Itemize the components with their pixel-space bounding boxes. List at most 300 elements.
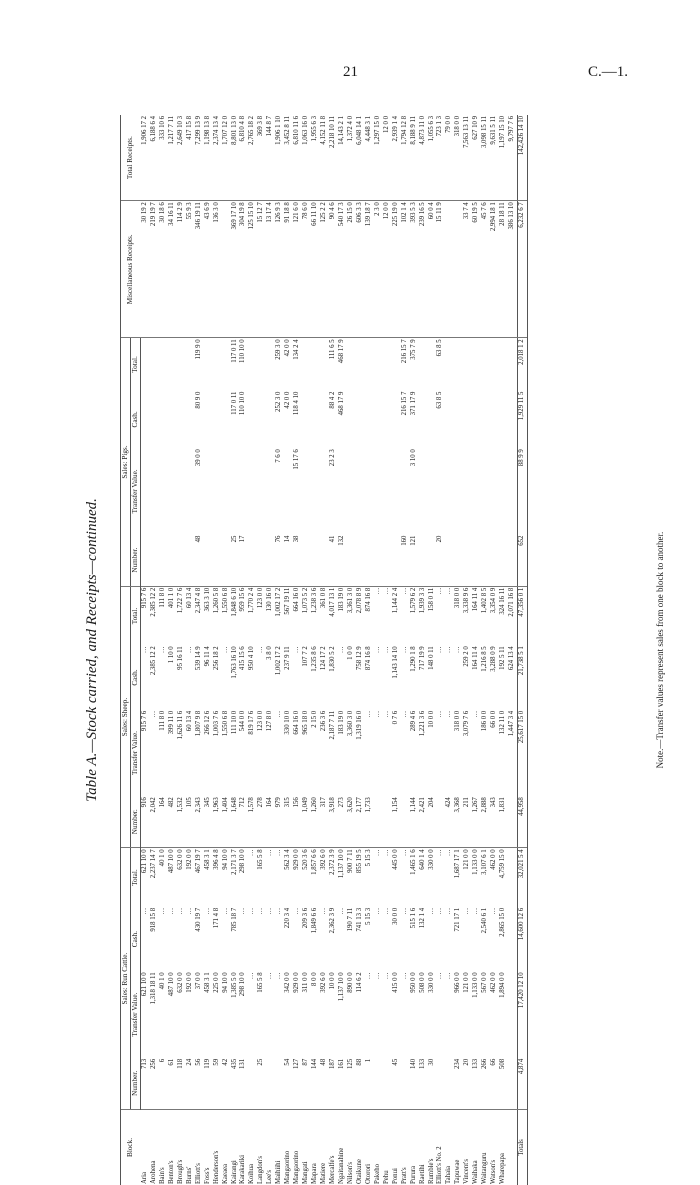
block-name-cell: Tapuwae (454, 1159, 462, 1184)
value-cell: 187 (329, 1058, 338, 1110)
value-cell (454, 535, 463, 587)
value-cell: 30 18 6 (159, 201, 168, 338)
value-cell: 2,362 3 9 (329, 907, 337, 934)
value-cell: 55 9 3 (186, 201, 195, 338)
value-cell: 3,098 15 11 (481, 115, 490, 201)
value-cell: 916 (141, 796, 150, 848)
value-cell: 1,217 7 11 (168, 115, 177, 201)
value-cell: 28 18 11 (499, 201, 508, 338)
value-cell: 289 4 6 (409, 710, 417, 732)
value-cell (356, 338, 365, 391)
value-cell: 234 (454, 1058, 463, 1110)
block-name-cell (508, 1109, 517, 1185)
stock-receipts-table (120, 115, 528, 1185)
value-cell: 183 19 0 (337, 587, 345, 612)
value-cell: … (427, 907, 435, 915)
value-cell (257, 338, 266, 391)
value-cell: 369 3 8 (257, 115, 266, 201)
value-cell: 900 7 11 (346, 849, 354, 873)
value-cell: 123 0 0 (257, 710, 265, 732)
value-cell: … (373, 710, 381, 718)
value-cell: 567 0 0 (481, 972, 489, 993)
table-row (231, 115, 240, 1185)
value-cell (266, 391, 275, 449)
value-cell: 59 (213, 1058, 222, 1110)
value-cell: … (141, 646, 148, 654)
table-body (141, 115, 528, 1185)
value-cell: 345 (204, 796, 213, 848)
value-cell (231, 448, 240, 534)
total-value-cell: 25,617 15 0 (518, 710, 528, 796)
value-cell: 567 19 11 (284, 587, 292, 615)
value-cell: 392 6 0 (320, 972, 328, 993)
value-cell: 25 (257, 1058, 266, 1110)
value-cell: 458 3 1 (203, 849, 211, 870)
value-cell (445, 448, 454, 534)
value-cell: 371 17 9 (409, 391, 417, 416)
value-cell: 487 10 0 (167, 972, 175, 997)
value-cell: 2,372 3 9 (329, 849, 337, 875)
value-cell: 918 15 8 (149, 907, 157, 932)
value-cell (239, 448, 248, 534)
value-cell: 40 1 0 (158, 972, 166, 990)
value-cell: 121 (410, 535, 419, 587)
value-cell: 126 9 3 (275, 201, 284, 338)
value-cell: 415 0 0 (391, 972, 399, 993)
value-cell (186, 338, 195, 391)
value-cell: 375 7 9 (409, 339, 417, 360)
value-cell: 330 10 0 (284, 710, 292, 735)
value-cell (454, 201, 463, 338)
totals-label: Totals (518, 1109, 528, 1185)
value-cell (248, 391, 257, 449)
value-cell: … (373, 646, 381, 654)
value-cell: 117 0 11 (230, 339, 238, 363)
value-cell: 1,830 5 2 (329, 646, 337, 672)
value-cell: 121 0 0 (463, 849, 471, 870)
block-name-cell: Kaeaea (221, 1164, 229, 1184)
value-cell: 369 17 10 (231, 201, 240, 338)
value-cell (311, 448, 320, 534)
value-cell (508, 1058, 517, 1110)
value-cell: 6,048 14 1 (356, 115, 365, 201)
value-cell: … (400, 907, 408, 915)
value-cell: 915 7 6 (141, 587, 148, 609)
value-cell: 2,218 10 11 (329, 115, 338, 201)
value-cell: … (400, 587, 408, 595)
table-row (222, 115, 231, 1185)
value-cell: … (382, 646, 390, 654)
value-cell: 1,906 17 2 (141, 115, 150, 201)
value-cell: 79 0 0 (445, 115, 454, 201)
value-cell: 6,188 6 4 (150, 115, 159, 201)
value-cell (222, 338, 231, 391)
value-cell: 131 (239, 1058, 248, 1110)
value-cell (257, 448, 266, 534)
value-cell: 1,955 6 3 (311, 115, 320, 201)
value-cell: 819 17 6 (248, 710, 256, 735)
value-cell: … (293, 907, 301, 915)
value-cell: 1,402 8 5 (481, 587, 489, 614)
block-name-cell: Rumble's (427, 1158, 435, 1184)
value-cell (383, 338, 392, 391)
value-cell (490, 391, 499, 449)
value-cell: 1,687 17 1 (454, 849, 462, 879)
col-cattle-number: Number. (131, 1058, 141, 1110)
value-cell (320, 391, 329, 449)
value-cell (383, 448, 392, 534)
value-cell (159, 448, 168, 534)
value-cell (365, 391, 374, 449)
total-value-cell: 47,356 0 1 (518, 586, 528, 645)
value-cell: … (472, 710, 480, 718)
value-cell: 39 0 0 (194, 449, 202, 467)
value-cell (248, 535, 257, 587)
value-cell: … (400, 710, 408, 718)
block-name-cell: Waihaka (472, 1160, 480, 1184)
value-cell: 60 13 4 (185, 587, 193, 609)
block-name-cell: Otorori (364, 1163, 372, 1184)
table-row (445, 115, 454, 1185)
value-cell: 38 (293, 535, 302, 587)
value-cell: … (275, 710, 283, 718)
block-name-cell: Mangati (302, 1161, 310, 1184)
value-cell (508, 796, 517, 848)
block-name-cell: Elliott's (194, 1163, 202, 1184)
value-cell: 13 17 4 (266, 201, 275, 338)
value-cell: 256 (150, 1058, 159, 1110)
value-cell (302, 535, 311, 587)
value-cell: 3,079 7 6 (463, 710, 471, 737)
value-cell: 723 1 3 (436, 115, 445, 201)
value-cell (428, 338, 437, 391)
value-cell (508, 971, 517, 1057)
value-cell: … (445, 587, 453, 595)
value-cell (141, 391, 150, 449)
block-name-cell: Mercalfe's (329, 1155, 337, 1184)
table-row (508, 115, 517, 1185)
value-cell: 785 18 7 (230, 907, 238, 932)
value-cell (472, 535, 481, 587)
value-cell: … (382, 972, 390, 980)
value-cell: … (364, 972, 372, 980)
value-cell (213, 448, 222, 534)
value-cell: … (158, 646, 166, 654)
value-cell (213, 338, 222, 391)
table-row (383, 115, 392, 1185)
table-row (419, 115, 428, 1185)
block-name-cell: Watson's (490, 1159, 498, 1184)
value-cell: … (167, 907, 175, 915)
col-sheep-total: Total. (131, 586, 141, 645)
value-cell: 2,177 (356, 796, 365, 848)
value-cell (383, 796, 392, 848)
value-cell: 966 0 0 (454, 972, 462, 993)
value-cell: 164 (159, 796, 168, 848)
col-cattle-transfer: Transfer Value. (131, 971, 141, 1057)
value-cell: 874 16 8 (364, 587, 372, 612)
table-row (284, 115, 293, 1185)
value-cell: … (266, 972, 274, 980)
block-name-cell: Mangaorino (293, 1150, 301, 1184)
value-cell: 632 0 0 (176, 849, 184, 870)
value-cell: 211 (463, 796, 472, 848)
value-cell: 1,849 6 6 (311, 907, 319, 934)
value-cell: 621 10 0 (141, 972, 148, 997)
value-cell: 1,137 10 0 (337, 849, 345, 879)
value-cell (284, 448, 293, 534)
value-cell: 15 17 6 (293, 449, 301, 470)
value-cell: 3,107 6 1 (481, 849, 489, 875)
value-cell: 1,235 8 6 (311, 646, 319, 672)
value-cell: 37 0 0 (194, 972, 202, 990)
value-cell: … (337, 646, 345, 654)
value-cell (508, 848, 517, 907)
value-cell (141, 535, 150, 587)
value-cell (347, 338, 356, 391)
value-cell (356, 391, 365, 449)
value-cell: 192 0 0 (185, 849, 193, 870)
value-cell: 1,385 5 0 (230, 972, 238, 998)
value-cell: 183 19 0 (337, 710, 345, 735)
total-value-cell: 652 (518, 535, 528, 587)
value-cell: 91 18 8 (284, 201, 293, 338)
value-cell (302, 448, 311, 534)
value-cell: 87 (302, 1058, 311, 1110)
block-name-cell: Purura (409, 1165, 417, 1184)
block-name-cell: Henderson's (212, 1150, 220, 1184)
value-cell: 56 (195, 1058, 204, 1110)
value-cell: 12 0 0 (383, 201, 392, 338)
value-cell: 107 7 2 (302, 646, 310, 667)
table-row (266, 115, 275, 1185)
value-cell: … (266, 849, 274, 857)
value-cell (266, 535, 275, 587)
value-cell (204, 391, 213, 449)
value-cell: 42 (222, 1058, 231, 1110)
value-cell: 8 0 0 (311, 972, 319, 986)
value-cell: 136 3 0 (213, 201, 222, 338)
value-cell: 165 5 8 (257, 972, 265, 993)
value-cell: 1,733 (365, 796, 374, 848)
block-name-cell: Otaikune (355, 1159, 363, 1184)
value-cell: 76 (275, 535, 284, 587)
value-cell (168, 535, 177, 587)
value-cell: 318 0 0 (454, 115, 463, 201)
value-cell: 30 0 0 (391, 907, 399, 925)
value-cell: 544 0 0 (239, 710, 247, 732)
value-cell: 1,939 3 3 (418, 587, 426, 614)
value-cell (392, 338, 401, 391)
value-cell: 186 0 0 (481, 710, 489, 732)
table-row (257, 115, 266, 1185)
value-cell: 9,797 7 6 (508, 115, 517, 201)
value-cell: 2,347 4 8 (194, 587, 202, 614)
value-cell: 0 7 6 (391, 710, 399, 725)
value-cell: 48 (195, 535, 204, 587)
col-pigs-number: Number. (131, 535, 141, 587)
value-cell: 621 10 0 (141, 849, 148, 874)
value-cell: 950 0 0 (409, 972, 417, 993)
block-name-cell: Elliott's No. 2 (436, 1146, 444, 1184)
block-name-cell: Langdon's (257, 1155, 265, 1184)
value-cell (472, 391, 481, 449)
value-cell (419, 338, 428, 391)
value-cell: 90 4 6 (329, 201, 338, 338)
block-name-cell: Wharepapa (499, 1153, 507, 1184)
value-cell (419, 448, 428, 534)
table-row (499, 115, 508, 1185)
value-cell: 40 1 0 (158, 849, 166, 867)
value-cell (454, 338, 463, 391)
value-cell: … (337, 907, 345, 915)
value-cell: … (382, 907, 390, 915)
value-cell (168, 391, 177, 449)
value-cell (401, 1058, 410, 1110)
value-cell (428, 535, 437, 587)
value-cell: … (149, 710, 157, 718)
value-cell: … (490, 907, 498, 915)
value-cell: 3,354 0 9 (490, 587, 498, 614)
value-cell: 60 0 4 (428, 201, 437, 338)
value-cell: 401 1 0 (167, 587, 175, 609)
value-cell: 2,343 (195, 796, 204, 848)
value-cell: 236 3 6 (320, 710, 328, 732)
value-cell (445, 338, 454, 391)
value-cell: 41 (329, 535, 338, 587)
value-cell: 1,648 (231, 796, 240, 848)
col-sheep-transfer: Transfer Value. (131, 710, 141, 796)
value-cell: 1 (365, 1058, 374, 1110)
block-name-cell: Foss's (203, 1167, 211, 1184)
value-cell: 1,221 3 6 (418, 710, 426, 737)
value-cell: … (373, 972, 381, 980)
value-cell: 3,368 (454, 796, 463, 848)
value-cell: 148 0 11 (427, 646, 435, 670)
value-cell: 127 (293, 1058, 302, 1110)
value-cell (222, 391, 231, 449)
value-cell: 140 (410, 1058, 419, 1110)
table-row (159, 115, 168, 1185)
value-cell: 7,299 13 9 (195, 115, 204, 201)
value-cell: 80 9 0 (194, 391, 202, 409)
value-cell (320, 338, 329, 391)
value-cell: 273 (338, 796, 347, 848)
value-cell: 1,267 (472, 796, 481, 848)
value-cell: 508 (499, 1058, 508, 1110)
value-cell (428, 391, 437, 449)
value-cell: 42 0 0 (284, 391, 292, 409)
value-cell: 1,197 15 10 (499, 115, 508, 201)
value-cell (257, 391, 266, 449)
value-cell (499, 338, 508, 391)
value-cell (445, 1058, 454, 1110)
value-cell: 132 11 0 (499, 710, 507, 735)
value-cell: 393 5 3 (410, 201, 419, 338)
value-cell (275, 1058, 284, 1110)
value-cell (463, 448, 472, 534)
value-cell: 3,288 0 9 (490, 646, 498, 672)
value-cell: 458 3 1 (203, 972, 211, 993)
value-cell: 606 3 3 (356, 201, 365, 338)
value-cell: 1,372 4 0 (347, 115, 356, 201)
value-cell: 627 10 9 (472, 115, 481, 201)
value-cell: 3,361 3 0 (346, 587, 354, 614)
value-cell: 1,260 5 8 (212, 587, 220, 614)
value-cell: 1,063 16 0 (302, 115, 311, 201)
value-cell: … (400, 646, 408, 654)
value-cell: 4,759 15 0 (499, 849, 507, 879)
value-cell: 2 15 0 (311, 710, 319, 728)
value-cell: … (400, 849, 408, 857)
value-cell: 259 3 0 (275, 339, 283, 360)
col-sheep-cash: Cash. (131, 645, 141, 710)
value-cell: 48 (320, 1058, 329, 1110)
value-cell: 192 5 11 (499, 646, 507, 670)
value-cell: 3,452 8 11 (284, 115, 293, 201)
group-run-cattle: Sales: Run Cattle. (121, 848, 131, 1110)
value-cell: 482 (168, 796, 177, 848)
value-cell (168, 448, 177, 534)
value-cell: 60 19 5 (472, 201, 481, 338)
value-cell (150, 448, 159, 534)
value-cell: 111 10 0 (230, 710, 238, 735)
value-cell: 4,152 11 8 (320, 115, 329, 201)
value-cell: … (203, 907, 211, 915)
value-cell (481, 448, 490, 534)
value-cell: 119 (204, 1058, 213, 1110)
value-cell: 424 (445, 796, 454, 848)
value-cell: 2,765 18 2 (248, 115, 257, 201)
block-name-cell: Pratt's (400, 1167, 408, 1184)
value-cell: 9,631 5 11 (490, 115, 499, 201)
value-cell: 132 1 4 (418, 907, 426, 929)
value-cell: 20 (436, 535, 445, 587)
value-cell: 1,578 (248, 796, 257, 848)
table-row (392, 115, 401, 1185)
value-cell (392, 391, 401, 449)
value-cell: 225 0 0 (212, 972, 220, 993)
value-cell: 61 (168, 1058, 177, 1110)
value-cell: … (257, 907, 265, 915)
value-cell (320, 535, 329, 587)
value-cell: 14,143 2 1 (338, 115, 347, 201)
value-cell: 2,374 13 4 (213, 115, 222, 201)
value-cell: 2,939 1 4 (392, 115, 401, 201)
value-cell: 965 18 0 (302, 710, 310, 735)
value-cell: … (382, 710, 390, 718)
value-cell (383, 1058, 392, 1110)
value-cell: 2,888 (481, 796, 490, 848)
value-cell: 468 17 9 (337, 391, 345, 416)
value-cell: 118 4 10 (293, 391, 301, 416)
value-cell: 2,078 8 9 (355, 587, 363, 614)
value-cell: 539 14 9 (194, 646, 202, 671)
value-cell: 1,055 6 3 (428, 115, 437, 201)
total-value-cell: 2,018 1 2 (518, 338, 528, 391)
value-cell: 1,722 7 6 (176, 587, 184, 614)
value-cell: 298 10 0 (239, 849, 247, 874)
header-group-row (121, 115, 131, 1185)
value-cell: 88 (356, 1058, 365, 1110)
value-cell: 417 15 8 (186, 115, 195, 201)
value-cell: 959 15 6 (239, 587, 247, 612)
value-cell: 1,073 5 2 (302, 587, 310, 614)
value-cell (463, 338, 472, 391)
value-cell: 540 17 3 (338, 201, 347, 338)
value-cell: 361 0 8 (320, 587, 328, 609)
value-cell: 102 1 4 (401, 201, 410, 338)
